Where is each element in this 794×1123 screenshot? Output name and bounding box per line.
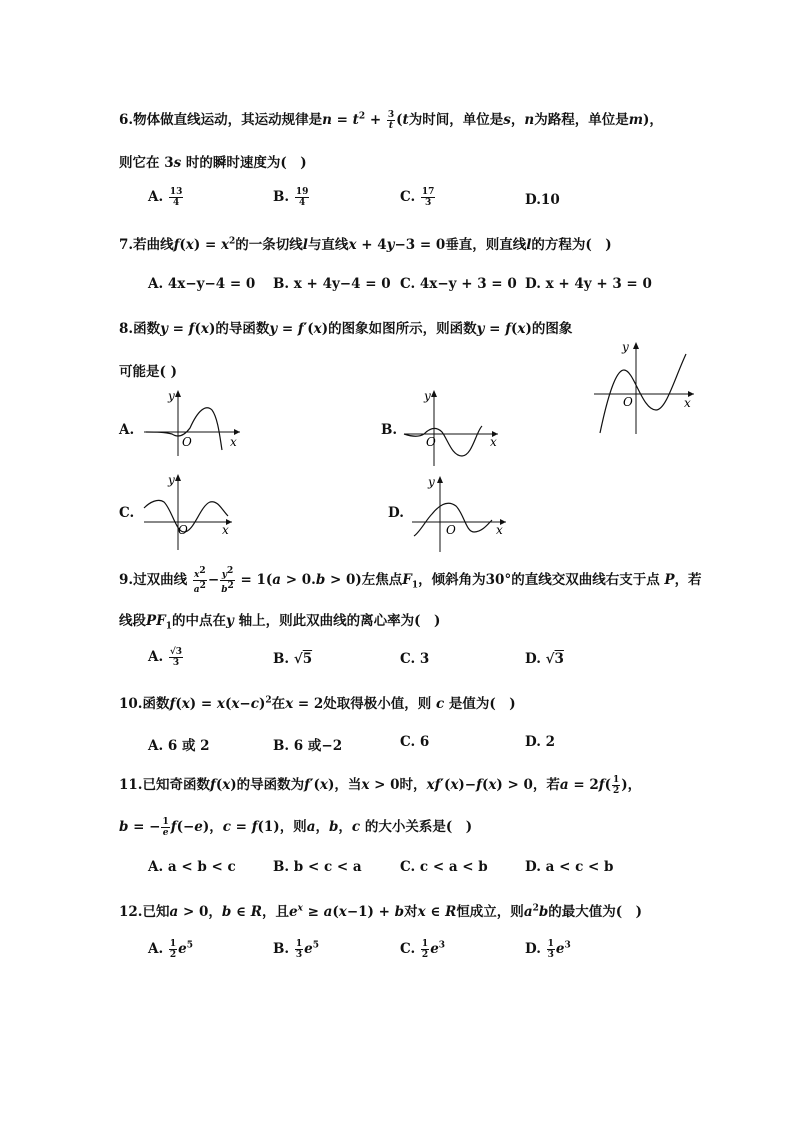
q7-text-c: 与直线 [307, 237, 349, 253]
q12-option-c[interactable]: C. $\frac{1}{2}$ $e^3$ [400, 939, 446, 960]
q8-b-origin: O [426, 435, 436, 449]
q9-text-b: 左焦点 [361, 572, 403, 588]
q9-line2-b: 的中点在 [172, 613, 227, 629]
q7-option-d[interactable]: D. x + 4y + 3 = 0 [525, 276, 652, 292]
q8-graph-c [142, 472, 246, 552]
q12-text-e: 的最大值为( ) [548, 904, 643, 920]
q9-line2-c: 轴上，则此双曲线的离心率为( ) [238, 613, 441, 629]
q8-d-y-label: y [428, 475, 435, 489]
q9-text-d: 的直线交双曲线右支于点 [511, 572, 660, 588]
q6-option-c[interactable] [400, 187, 436, 208]
q11-line2: b = − $\frac{1}{e}$ f(−e)，c = f(1)，则a，b，c 的大小关系是( ) [119, 817, 473, 838]
q6-option-d[interactable]: D.10 [525, 192, 560, 208]
q8-graph-b [402, 388, 506, 468]
q12-option-b[interactable]: B. $\frac{1}{3}$ $e^5$ [273, 939, 319, 960]
q6-text-b: 为时间，单位是 [408, 112, 504, 128]
q11-frac-half: $\frac{1}{2}$ [612, 775, 620, 796]
q12-opt-d-label: D. [525, 941, 541, 957]
q7-text-e: 的方程为( ) [531, 237, 612, 253]
q11-line1: 11.已知奇函数f(x)的导函数为f′(x)，当x > 0时，xf′(x)−f(x) > 0，若a = 2f( $\frac{1}{2}$ )， [119, 775, 642, 796]
q8-a-y-label: y [168, 389, 175, 403]
q9-line1: 9.过双曲线 $\frac{x^2}{a^2}$ − $\frac{y^2}{b^2}$ = 1(a > 0.b > 0)左焦点$F_1$，倾斜角为30°的直线交双曲线右支于点 P，若 [119, 566, 702, 595]
q12-opt-b-label: B. [273, 941, 290, 957]
q8-d-x-label: x [496, 523, 503, 537]
q6-option-a[interactable] [148, 187, 184, 208]
q6-opt-c-label: C. [400, 189, 416, 205]
q6-opt-a-den: 4 [173, 198, 180, 208]
q8-deriv-origin: O [623, 395, 633, 409]
q6-opt-b-label: B. [273, 189, 290, 205]
q10-line1: 10.函数$f(x) = x(x-c)^2$在x = 2处取得极小值，则 c 是值为( ) [119, 695, 516, 712]
q12-opt-c-label: C. [400, 941, 416, 957]
q12-line1: 12.已知a > 0，b ∈ R，且$e^x \ge a(x-1) + b$对x ∈ R恒成立，则$a^2b$的最大值为( ) [119, 903, 643, 920]
q7-option-c[interactable]: C. 4x−y + 3 = 0 [400, 276, 517, 292]
q12-opt-c-frac: $\frac{1}{2}$ [421, 939, 429, 960]
q12-option-a[interactable]: A. $\frac{1}{2}$ $e^5$ [148, 939, 194, 960]
q6-opt-c-num: 17 [421, 187, 435, 197]
q8-text-a: 8.函数 [119, 321, 161, 337]
q8-line2: 可能是( ) [119, 364, 177, 380]
q9-option-d[interactable]: D. √3 [525, 651, 564, 667]
q8-b-y-label: y [424, 389, 431, 403]
q6-opt-c-frac [421, 187, 436, 208]
q10-text-c: 处取得极小值，则 [323, 696, 432, 712]
q8-derivative-graph [594, 340, 698, 436]
q12-opt-d-frac: $\frac{1}{3}$ [547, 939, 554, 960]
q11-option-c[interactable]: C. c < a < b [400, 859, 488, 875]
q9-text-a: 9.过双曲线 [119, 572, 188, 588]
q10-option-a[interactable]: A. 6 或 2 [148, 738, 210, 754]
q9-frac-x: $\frac{x^2}{a^2}$ [193, 566, 206, 595]
q6-opt-b-frac [295, 187, 310, 208]
q12-text-c: 对 [404, 904, 418, 920]
q8-text-d: 的图象 [531, 321, 573, 337]
q11-option-b[interactable]: B. b < c < a [273, 859, 362, 875]
q6-opt-a-num: 13 [169, 187, 183, 197]
q8-line1: 8.函数y = f(x)的导函数y = f′(x)的图象如图所示，则函数y = f(x)的图象 [119, 321, 573, 337]
q8-c-origin: O [178, 523, 188, 537]
q11-line2-b: ，则 [279, 819, 307, 835]
q10-option-c[interactable]: C. 6 [400, 734, 430, 750]
q10-text-a: 10.函数 [119, 696, 170, 712]
q10-option-d[interactable]: D. 2 [525, 734, 556, 750]
q9-opt-b-label: B. [273, 651, 290, 667]
q6-line2-a: 则它在 [119, 155, 160, 171]
q6-opt-c-den: 3 [425, 198, 432, 208]
q10-text-b: 在 [271, 696, 286, 712]
q11-line2-c: 的大小关系是( ) [364, 819, 473, 835]
q8-deriv-y-label: y [622, 340, 629, 354]
q8-deriv-x-label: x [684, 396, 691, 410]
q7-option-a[interactable]: A. 4x−y−4 = 0 [148, 276, 256, 292]
q8-b-x-label: x [490, 435, 497, 449]
q12-text-b: ，且 [261, 904, 289, 920]
q8-option-d[interactable]: D. [388, 505, 404, 521]
q12-opt-a-label: A. [148, 941, 164, 957]
q11-frac-e: $\frac{1}{e}$ [162, 817, 169, 838]
q6-frac: $\frac{3}{t}$ [387, 110, 395, 131]
q8-c-y-label: y [168, 473, 175, 487]
q8-graph-a [142, 388, 246, 458]
q8-text-c: 的图象如图所示，则函数 [328, 321, 477, 337]
q7-text-a: 7.若曲线 [119, 237, 174, 253]
q11-option-a[interactable]: A. a < b < c [148, 859, 236, 875]
q9-opt-a-label: A. [148, 649, 164, 665]
q12-text-a: 12.已知 [119, 904, 170, 920]
q11-option-d[interactable]: D. a < c < b [525, 859, 614, 875]
q9-text-e: ，若 [674, 572, 702, 588]
q8-graph-d [410, 474, 514, 554]
q9-line2-a: 线段 [119, 613, 146, 629]
q9-frac-y: $\frac{y^2}{b^2}$ [221, 566, 234, 595]
q7-text-d: 垂直，则直线 [445, 237, 527, 253]
q7-line1: 7.若曲线$f(x) = x^2$的一条切线l与直线x + 4y−3 = 0垂直，则直线l的方程为( ) [119, 236, 612, 253]
q10-option-b[interactable]: B. 6 或−2 [273, 738, 343, 754]
q6-opt-b-num: 19 [295, 187, 309, 197]
q9-line2: 线段$PF_1$的中点在y 轴上，则此双曲线的离心率为( ) [119, 613, 441, 632]
q11-text-e: ，若 [532, 777, 560, 793]
q12-option-d[interactable]: D. $\frac{1}{3}$ $e^3$ [525, 939, 571, 960]
q12-text-d: 恒成立，则 [456, 904, 524, 920]
q8-a-origin: O [182, 435, 192, 449]
q10-text-d: 是值为( ) [448, 696, 516, 712]
q12-opt-a-frac: $\frac{1}{2}$ [169, 939, 177, 960]
q9-option-a[interactable] [148, 647, 184, 668]
q8-option-b[interactable]: B. [381, 422, 398, 438]
q11-text-c: ，当 [334, 777, 362, 793]
q11-text-d: 时， [399, 777, 427, 793]
q8-option-c[interactable]: C. [119, 505, 135, 521]
q11-text-a: 11.已知奇函数 [119, 777, 210, 793]
q8-text-b: 的导函数 [215, 321, 270, 337]
q8-option-a[interactable]: A. [119, 422, 135, 438]
q12-opt-b-frac: $\frac{1}{3}$ [295, 939, 303, 960]
q6-option-b[interactable] [273, 187, 310, 208]
q9-text-c: ，倾斜角为 [418, 572, 486, 588]
q8-c-x-label: x [222, 523, 229, 537]
q6-text-c: 为路程，单位是 [534, 112, 629, 128]
q9-option-c[interactable]: C. 3 [400, 651, 430, 667]
q9-option-b[interactable]: B. √5 [273, 651, 313, 667]
q11-text-b: 的导函数为 [236, 777, 305, 793]
q6-opt-b-den: 4 [298, 198, 306, 208]
q7-option-b[interactable]: B. x + 4y−4 = 0 [273, 276, 391, 292]
q9-opt-d-label: D. [525, 651, 541, 667]
q6-opt-a-label: A. [148, 189, 164, 205]
q8-a-x-label: x [230, 435, 237, 449]
q7-text-b: 的一条切线 [235, 237, 303, 253]
q6-line2: 则它在 3s 时的瞬时速度为( ) [119, 155, 307, 171]
q6-line1: 6.物体做直线运动，其运动规律是$n = t^2$ + $\frac{3}{t}$ (t为时间，单位是s，n为路程，单位是m)， [119, 110, 663, 131]
q9-opt-a-frac: $\frac{√3}{3}$ [169, 647, 183, 668]
q6-opt-a-frac [169, 187, 184, 208]
q6-line2-b: 时的瞬时速度为( ) [185, 155, 307, 171]
q8-d-origin: O [446, 523, 456, 537]
q6-text: 6.物体做直线运动，其运动规律是 [119, 112, 323, 128]
